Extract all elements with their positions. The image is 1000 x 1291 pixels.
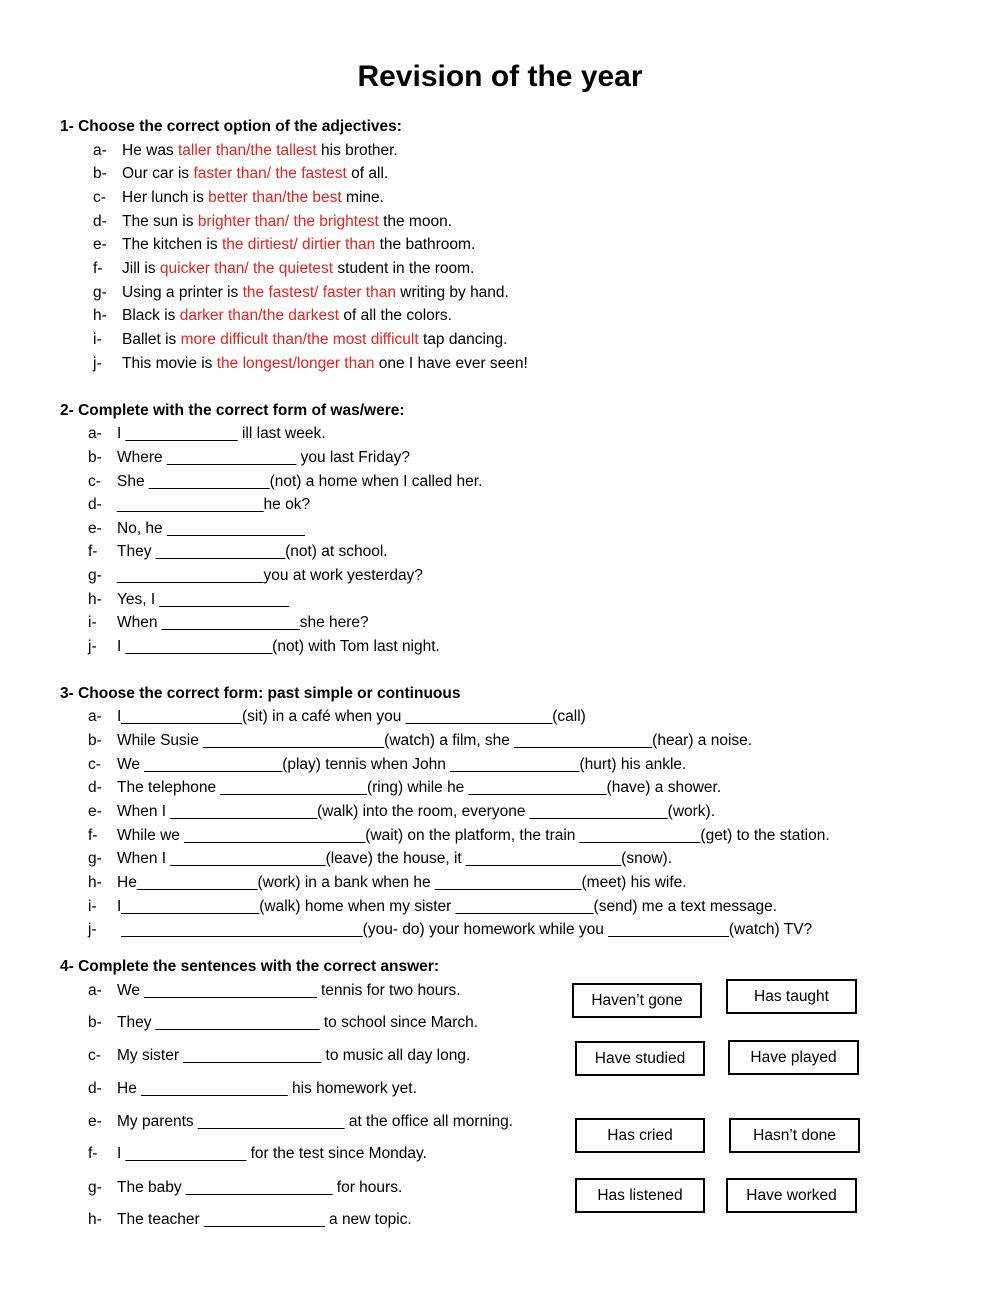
option-text[interactable]: taller than/the tallest: [178, 142, 317, 159]
option-text[interactable]: more difficult than/the most difficult: [180, 331, 419, 348]
option-text[interactable]: brighter than/ the brightest: [197, 213, 379, 230]
option-text[interactable]: the dirtiest/ dirtier than: [221, 236, 376, 253]
option-text[interactable]: the longest/longer than: [216, 355, 375, 372]
section-3-heading: 3- Choose the correct form: past simple or continuous: [60, 685, 461, 702]
answer-option-box[interactable]: Has cried: [575, 1118, 705, 1153]
section-4-heading: 4- Complete the sentences with the correct answer:: [60, 958, 439, 975]
answer-option-box[interactable]: Has listened: [575, 1178, 705, 1213]
answer-option-box[interactable]: Have played: [728, 1040, 859, 1075]
option-text[interactable]: the fastest/ faster than: [242, 284, 396, 301]
answer-option-box[interactable]: Hasn’t done: [729, 1118, 860, 1153]
answer-option-box[interactable]: Have studied: [575, 1041, 705, 1076]
option-text[interactable]: quicker than/ the quietest: [159, 260, 334, 277]
answer-option-box[interactable]: Has taught: [726, 979, 857, 1014]
option-text[interactable]: faster than/ the fastest: [193, 165, 347, 182]
answer-option-box[interactable]: Haven’t gone: [572, 983, 702, 1018]
section-1-heading: 1- Choose the correct option of the adjectives:: [60, 118, 402, 135]
section-2-heading: 2- Complete with the correct form of was/were:: [60, 402, 405, 419]
option-text[interactable]: darker than/the darkest: [179, 307, 340, 324]
page-title: Revision of the year: [357, 60, 643, 93]
answer-option-box[interactable]: Have worked: [726, 1178, 857, 1213]
option-text[interactable]: better than/the best: [208, 189, 342, 206]
